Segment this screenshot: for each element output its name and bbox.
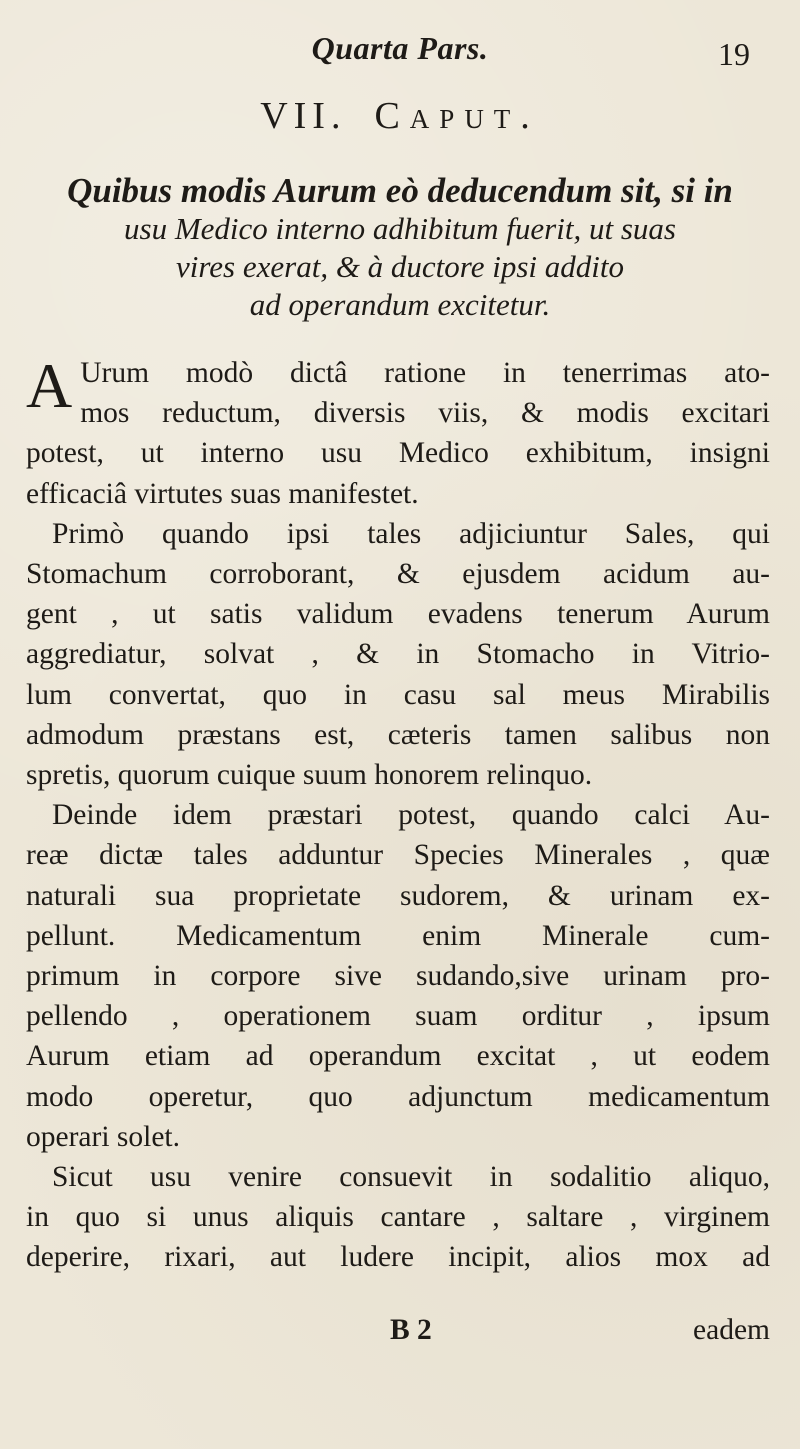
subtitle-line: usu Medico interno adhibitum fuerit, ut suas — [124, 211, 676, 246]
text-line: deperire, rixari, aut ludere incipit, alios mox ad — [26, 1241, 770, 1274]
text-line: Aurum etiam ad operandum excitat , ut eodem — [26, 1040, 770, 1073]
text-line: reæ dictæ tales adduntur Species Minerales , quæ — [26, 839, 770, 872]
chapter-heading — [0, 94, 800, 138]
text-line: pellendo , operationem suam orditur , ipsum — [26, 1000, 770, 1033]
text-line: Stomachum corroborant, & ejusdem acidum au- — [26, 558, 770, 591]
text-line: pellunt. Medicamentum enim Minerale cum- — [26, 919, 770, 952]
text-line: admodum præstans est, cæteris tamen salibus non — [26, 718, 770, 751]
text-line: Urum modò dictâ ratione in tenerrimas ato- — [80, 357, 770, 389]
text-line: Deinde idem præstari potest, quando calci Au- — [52, 799, 770, 832]
subtitle-line: Quibus modis Aurum eò deducendum sit, si in — [67, 171, 733, 210]
body-text — [26, 350, 770, 1278]
text-line: modo operetur, quo adjunctum medicamentum — [26, 1080, 770, 1113]
chapter-number: VII. — [260, 95, 347, 137]
text-line: Primò quando ipsi tales adjiciuntur Sales, qui — [52, 517, 770, 550]
running-head — [0, 22, 800, 72]
running-title: Quarta Pars. — [311, 30, 489, 66]
subtitle-line: ad operandum excitetur. — [249, 287, 551, 322]
signature-mark: B 2 — [390, 1314, 432, 1346]
chapter-label: Caput. — [374, 95, 540, 137]
text-line: efficaciâ virtutes suas manifestet. — [26, 477, 419, 510]
text-line: Sicut usu venire consuevit in sodalitio aliquo, — [52, 1161, 770, 1194]
text-line: operari solet. — [26, 1120, 180, 1153]
page-footer — [0, 1308, 800, 1352]
text-line: in quo si unus aliquis cantare , saltare , virginem — [26, 1201, 770, 1234]
text-line: potest, ut interno usu Medico exhibitum, insigni — [26, 437, 770, 470]
catchword: eadem — [693, 1314, 770, 1346]
chapter-subtitle — [30, 172, 770, 324]
page-number: 19 — [718, 36, 750, 72]
text-line: spretis, quorum cuique suum honorem relinquo. — [26, 759, 593, 792]
text-line: naturali sua proprietate sudorem, & urinam ex- — [26, 879, 770, 912]
text-line: lum convertat, quo in casu sal meus Mirabilis — [26, 678, 770, 711]
text-line: aggrediatur, solvat , & in Stomacho in Vitrio- — [26, 638, 770, 671]
drop-cap: A — [26, 350, 73, 421]
text-line: mos reductum, diversis viis, & modis excitari — [80, 397, 770, 430]
text-line: primum in corpore sive sudando,sive urinam pro- — [26, 960, 770, 993]
subtitle-line: vires exerat, & à ductore ipsi addito — [176, 249, 624, 284]
text-line: gent , ut satis validum evadens tenerum Aurum — [26, 598, 770, 631]
